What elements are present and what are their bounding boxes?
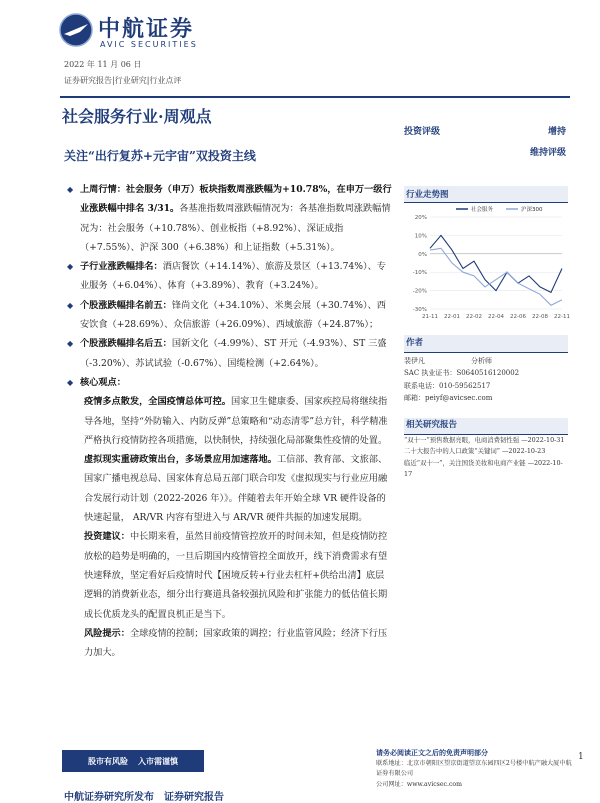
sac-number: S0640516120002	[456, 369, 520, 377]
header-divider	[60, 96, 570, 98]
series-line-1	[430, 248, 562, 305]
report-categories: 证券研究报告|行业研究|行业点评	[64, 76, 182, 85]
trend-chart-svg	[404, 203, 568, 325]
paragraph-text: 中长期来看，虽然目前疫情管控放开的时间未知，但是疫情防控放松的趋势是明确的，一旦后期国内疫情管控全面放开，线下消费需求有望快速释放，坚定看好后疫情时代【困境反转+行业去杠杆+供给出清】底层逻辑的消费新业态，细分出行赛道具备较强抗风险和扩张能力的低估值长期成长优质龙头的配置良机正是当下。	[84, 531, 388, 620]
related-research-panel	[404, 418, 568, 481]
company-name-en: AVIC SECURITIES	[100, 40, 198, 49]
paragraph-text: 工信部、教育部、文旅部、国家广播电视总局、国家体育总局五部门联合印发《虚拟现实与行业应用融合发展行动计划（2022-2026 年）》。伴随着去年开始全球 VR 硬件设备的快速起量， AR/VR 内容有望进入与 AR/VR 硬件共振的加速发展期。	[84, 454, 388, 524]
company-logo-icon	[58, 12, 94, 48]
bullet-diamond-icon: ◆	[67, 377, 74, 387]
main-content	[64, 180, 392, 662]
author-role: 分析师	[471, 356, 492, 365]
legend-label: 社会服务	[471, 207, 494, 213]
phone-number: 010-59562517	[439, 381, 491, 390]
x-tick-label: 22-01	[444, 314, 460, 320]
y-tick-label: 20%	[414, 215, 427, 221]
chart-section-title: 行业走势图	[404, 186, 568, 203]
rating-sub: 维持评级	[529, 148, 566, 158]
bullet-bottom5	[64, 334, 392, 373]
author-name: 裴伊凡	[404, 356, 425, 365]
bullet-text: 国新文化（-4.99%）、ST 开元（-4.93%）、ST 三盛（-3.20%）、苏试试验（-0.67%）、国缆检测（+2.64%）。	[80, 338, 387, 369]
y-tick-label: -20%	[412, 288, 427, 295]
related-section-title: 相关研究报告	[404, 418, 568, 435]
bullet-text: 各基准指数周涨跌幅情况为：各基准指数周涨跌幅情况为：社会服务（+10.78%）、创业板指（+8.92%）、深证成指（+7.55%）、沪深 300（+6.38%）和上证指数（+5.31%）。	[80, 203, 391, 253]
report-date: 2022 年 11 月 06 日	[64, 60, 142, 69]
y-tick-label: -30%	[412, 307, 427, 313]
x-tick-label: 22-04	[488, 314, 504, 320]
company-name-cn: 中航证券	[98, 17, 195, 42]
company-address: 联系地址：北京市朝阳区望京街道望京东园四区2号楼中航产融大厦中航证券有限公司	[376, 759, 572, 777]
related-item[interactable]: 二十大报告中的人口政策“关键词” —2022-10-23	[404, 447, 546, 455]
bullet-top5	[64, 296, 392, 335]
publisher-line: 中航证券研究所发布 证券研究报告	[64, 792, 224, 803]
phone-label: 联系电话：	[404, 381, 439, 390]
bullet-diamond-icon: ◆	[67, 185, 74, 194]
bullet-head: 上周行情：社会服务（申万）板块指数周涨跌幅为+10.78%，在申万一级行业涨跌幅中排名 3/31。	[80, 184, 392, 215]
x-tick-label: 22-11	[554, 314, 570, 320]
bullet-head: 核心观点：	[80, 376, 126, 388]
rating-panel	[404, 124, 566, 158]
paragraph-head: 虚拟现实重磅政策出台，多场景应用加速落地。	[84, 454, 277, 466]
risk-warning-box	[62, 750, 204, 772]
paragraph-risk	[64, 624, 392, 663]
footer-disclaimer	[376, 748, 576, 790]
bullet-head: 子行业涨跌幅排名：	[80, 261, 163, 273]
paragraph-head: 疫情多点散发，全国疫情总体可控。	[84, 396, 231, 408]
bullet-diamond-icon: ◆	[67, 262, 74, 272]
email-link[interactable]: peiyf@avicsec.com	[425, 394, 493, 402]
bullet-head: 个股涨跌幅排名前五：	[80, 299, 172, 311]
report-title: 社会服务行业·周观点	[62, 107, 212, 126]
bullet-text: 锋尚文化（+34.10%）、米奥会展（+30.74%）、西安饮食（+28.69%）、众信旅游（+26.09%）、西域旅游（+24.87%）；	[80, 299, 386, 331]
paragraph-text: 国家卫生健康委、国家疾控局将继续指导各地，坚持“外防输入、内防反弹”总策略和“动态清零”总方针，科学精准严格执行疫情防控各项措施，以快制快，持续强化局部聚集性疫情的处置。	[84, 396, 388, 446]
disclaimer-heading: 请务必阅读正文之后的免责声明部分	[376, 748, 488, 757]
report-subtitle: 关注“出行复苏+元宇宙”双投资主线	[64, 149, 256, 163]
bullet-core-view	[64, 373, 392, 392]
y-tick-label: 10%	[414, 233, 427, 240]
bullet-diamond-icon: ◆	[67, 300, 74, 310]
author-section-title: 作者	[404, 335, 568, 353]
paragraph-head: 投资建议：	[84, 531, 130, 543]
rating-label: 投资评级	[404, 127, 441, 137]
bullet-market	[64, 180, 392, 257]
industry-trend-chart	[404, 186, 568, 326]
paragraph-head: 风险提示：	[84, 627, 130, 639]
y-tick-label: 0%	[418, 251, 427, 258]
bullet-diamond-icon: ◆	[67, 339, 74, 349]
y-tick-label: -10%	[412, 270, 427, 277]
related-item[interactable]: “双十一”预售数据亮眼，电商消费韧性强 —2022-10-31	[404, 435, 565, 444]
bullet-text: 酒店餐饮（+14.14%）、旅游及景区（+13.74%）、专业服务（+6.04%）、体育（+3.89%）、教育（+3.24%）。	[80, 261, 386, 292]
author-panel	[404, 335, 568, 405]
related-item[interactable]: 临近“双十一”，关注国货美妆和电商产业链 —2022-10-17	[404, 458, 563, 478]
rating-value: 增持	[547, 127, 566, 137]
legend-label: 沪深300	[521, 207, 543, 213]
series-line-0	[430, 235, 562, 292]
risk-warning-left: 股市有风险	[88, 756, 128, 766]
risk-warning-right: 入市需谨慎	[138, 756, 178, 766]
x-tick-label: 22-06	[510, 314, 526, 320]
paragraph-investment	[64, 527, 392, 623]
company-website[interactable]: 公司网址：www.avicsec.com	[376, 780, 463, 788]
paragraph-vr	[64, 450, 392, 527]
paragraph-epidemic	[64, 392, 392, 450]
email-label: 邮箱：	[404, 394, 425, 402]
page-number: 1	[578, 752, 584, 762]
x-tick-label: 22-08	[532, 314, 548, 320]
bullet-head: 个股涨跌幅排名后五：	[80, 338, 172, 350]
paragraph-text: 全球疫情的控制；国家政策的调控；行业监管风险；经济下行压力加大。	[84, 627, 388, 659]
x-tick-label: 21-11	[422, 314, 438, 320]
x-tick-label: 22-02	[466, 314, 482, 320]
bullet-subindustry	[64, 257, 392, 296]
sac-label: SAC 执业证书：	[404, 369, 457, 377]
